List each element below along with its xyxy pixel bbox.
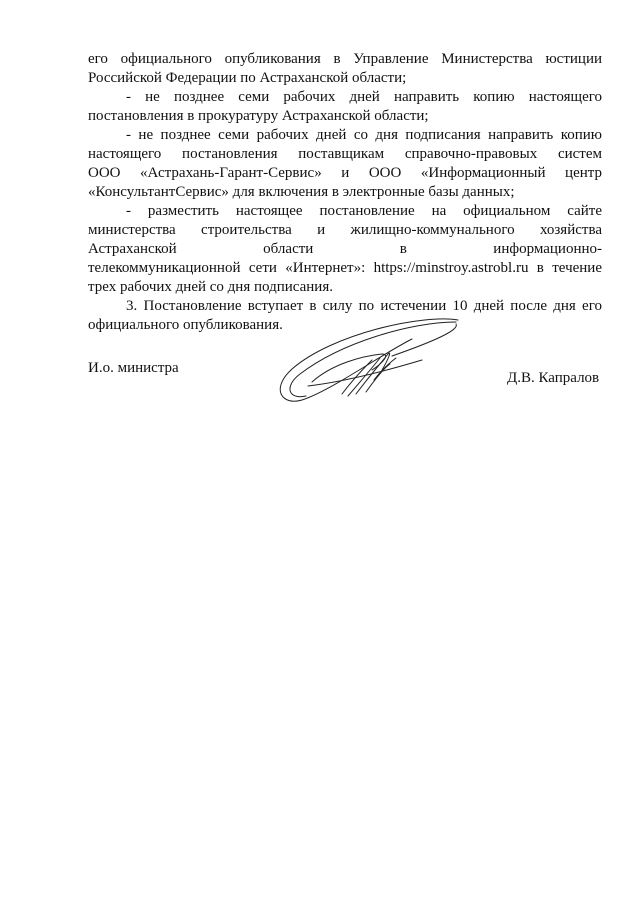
text-line: телекоммуникационной сети «Интернет»: https://minstroy.astrobl.ru в течение: [88, 260, 602, 276]
text-line: «КонсультантСервис» для включения в электронные базы данных;: [88, 184, 515, 200]
text-line: Астраханской области в информационно-: [88, 241, 602, 257]
text-line: - не позднее семи рабочих дней направить копию настоящего: [126, 89, 602, 105]
position-title: И.о. министра: [88, 360, 179, 376]
text-line: постановления в прокуратуру Астраханской области;: [88, 108, 429, 124]
signatory-name: Д.В. Капралов: [507, 370, 600, 386]
text-line: ООО «Астрахань-Гарант-Сервис» и ООО «Информационный центр: [88, 165, 602, 181]
text-line: трех рабочих дней со дня подписания.: [88, 279, 333, 295]
text-line: 3. Постановление вступает в силу по истечении 10 дней после дня его: [126, 298, 602, 314]
text-line: его официального опубликования в Управление Министерства юстиции: [88, 51, 602, 67]
text-line: - разместить настоящее постановление на официальном сайте: [126, 203, 602, 219]
handwritten-signature: [272, 314, 472, 414]
text-line: министерства строительства и жилищно-коммунального хозяйства: [88, 222, 602, 238]
text-line: настоящего постановления поставщикам справочно-правовых систем: [88, 146, 602, 162]
text-line: - не позднее семи рабочих дней со дня подписания направить копию: [126, 127, 602, 143]
text-line: официального опубликования.: [88, 317, 283, 333]
text-line: Российской Федерации по Астраханской области;: [88, 70, 407, 86]
